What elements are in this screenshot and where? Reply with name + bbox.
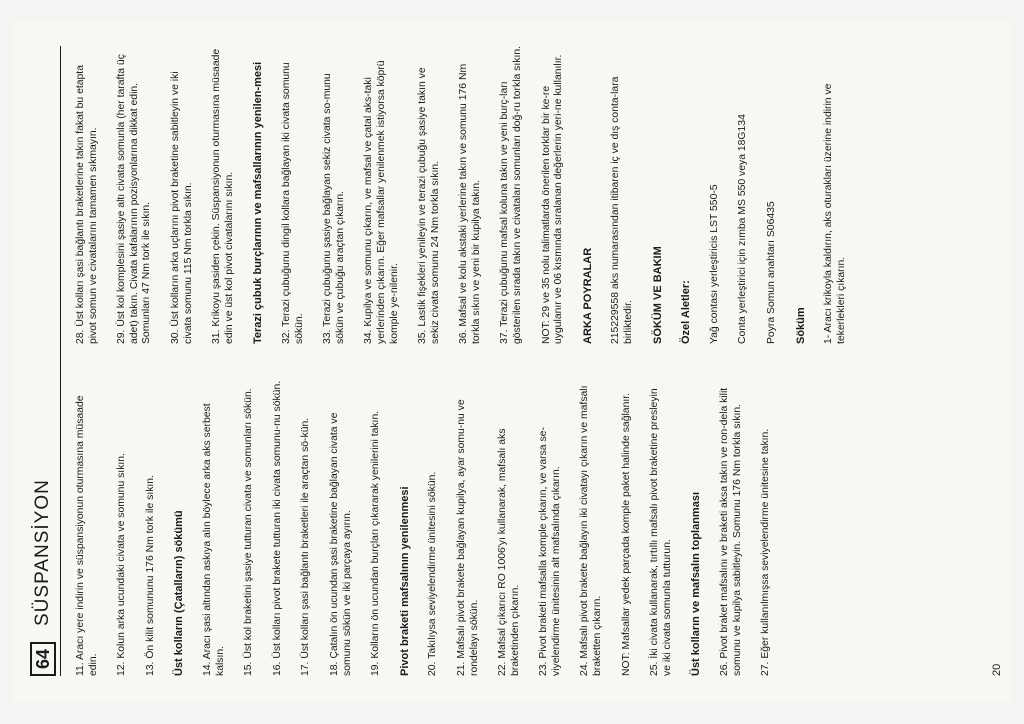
instruction-item: 14. Aracı şasi altından askıya alın böylece arka aks serbest kalsın. — [201, 403, 226, 676]
instruction-item: 13. Ön kilit somununu 176 Nm tork ile sıkın. — [144, 475, 156, 676]
instruction-item: 32. Terazi çubuğunu dingil kollara bağlayan iki civata somunu sökün. — [280, 62, 305, 344]
section-heading: Üst kolların (Çatalların) sökümü — [173, 510, 186, 676]
instruction-item: Conta yerleştirici için zımba MS 550 veya 18G134 — [737, 114, 749, 344]
instruction-item: 24. Mafsalı pivot brakete bağlayın iki civatayı çıkarın ve mafsalı braketten çıkarın. — [579, 385, 604, 676]
section-heading: Söküm — [794, 307, 807, 344]
page-header — [30, 46, 56, 676]
section-heading: Pivot braketi mafsalının yenilenmesi — [398, 486, 411, 676]
instruction-item: 17. Üst kolları şasi bağlantı braketleri ile araçtan sö-kün. — [300, 417, 312, 676]
section-heading: Terazi çubuk burçlarının ve mafsallarının yenilen-mesi — [252, 61, 265, 344]
instruction-item: 25. İki civata kullanarak, tırtıllı mafsalı pivot braketine presleyin ve iki civata somunla tutturun. — [649, 388, 673, 676]
instruction-item: 35. Lastik fişekleri yenileyin ve terazi çubuğu şasiye takın ve sekiz civata somunu 24 Nm torkla sıkın. — [417, 67, 441, 344]
instruction-item: 18. Çatalın ön ucundan şasi braketine bağlayan civata ve somunu sökün ve iki parçaya ayırın. — [328, 412, 353, 676]
note-paragraph: NOT: 29 ve 35 nolu talimatlarda önerilen torklar bir ke-re uygulanır ve 06 kısmında sıralanan değerlerin yeri-ne kullanılır. — [540, 54, 565, 344]
instruction-item: 20. Takılıysa seviyelendirme ünitesini sökün. — [427, 471, 439, 676]
right-column — [75, 46, 864, 344]
instruction-item: 27. Eğer kullanılmışsa seviyelendirme ünitesine takın. — [760, 428, 772, 676]
instruction-item: Yağ contası yerleştiricis LST 550-5 — [708, 184, 720, 344]
instruction-item: 19. Kolların ön ucundan burçları çıkararak yenilerini takın. — [370, 410, 382, 676]
instruction-item: 26. Pivot braket mafsalını ve braketi aksa takın ve ron-dela kilit somunu ve kupilya sabitleyin. Somunu 176 Nm torkla sıkın. — [719, 387, 743, 676]
instruction-item: 30. Üst kolların arka uçlarını pivot braketine sabitleyin ve iki civata somunu 115 Nm torkla sıkın. — [169, 71, 194, 344]
instruction-item: 22. Mafsal çıkarıcı RO 1006'yı kullanarak, mafsalı aks braketinden çıkarın. — [497, 428, 521, 676]
section-heading: ARKA POYRALAR — [581, 247, 594, 344]
instruction-item: 16. Üst kolları pivot brakete tutturan iki civata somunu-nu sökün. — [271, 380, 283, 676]
instruction-item: 31. Krikoyu şasiden çekin. Süspansiyonun oturmasına müsaade edin ve üst kol pivot civatalarını sıkın. — [211, 48, 235, 344]
instruction-item: 1- Aracı krikoyla kaldırın, aks oturakları üzerine indirin ve tekerlekleri çıkarın. — [823, 83, 847, 344]
instruction-item: 28. Üst kolları şasi bağlantı braketlerine takın fakat bu etapta pivot somun ve civatalarını tamamen sıkmayın. — [75, 65, 99, 344]
footer-page-marker: 20 — [991, 663, 1004, 676]
page-number-box: 64 — [30, 642, 56, 676]
section-title: SÜSPANSİYON — [31, 479, 53, 626]
instruction-item: 215229558 aks numarasından itibaren iç ve dış conta-lara birliktedir. — [610, 76, 635, 344]
instruction-item: 23. Pivot braketi mafsalla komple çıkarın, ve varsa se-viyelendirme ünitesinin alt mafsalında çıkarın. — [538, 427, 562, 676]
note-paragraph: NOT: Mafsallar yedek parçada komple paket halinde sağlanır. — [620, 392, 632, 676]
section-heading: Özel Aletler: — [680, 280, 693, 344]
section-heading: SÖKÜM VE BAKIM — [651, 246, 664, 344]
section-heading: Üst kolların ve mafsalın toplanması — [690, 491, 703, 676]
manual-page — [12, 22, 1012, 702]
instruction-item: 21. Mafsalı pivot brakete bağlayan kupilya, ayar somu-nu ve rondelayı sökün. — [455, 399, 480, 676]
instruction-item: 12. Kolun arka ucundaki civata ve somunu sıkın. — [116, 453, 128, 676]
text-columns — [75, 46, 864, 676]
instruction-item: 15. Üst kol braketini şasiye tutturan civata ve somunları sökün. — [243, 388, 255, 676]
left-column — [75, 378, 864, 676]
instruction-item: 29. Üst kol komplesini şasiye altı civata somunla (her tarafta üç adet) takın. Civata kafalarının pozisyonlarına dikkat edin. Somunları 47 Nm tork ile sıkın. — [116, 54, 153, 344]
instruction-item: 11. Aracı yere indirin ve süspansiyonun oturmasına müsaade edin. — [75, 395, 99, 676]
instruction-item: 37. Terazi çubuğunu mafsal koluna takın ve yeni burç-ları gösterilen sırada takın ve civataları somunları doğ-ru torkla sıkın. — [499, 45, 524, 344]
instruction-item: Poyra Somun anahtarı S06435 — [766, 201, 777, 344]
instruction-item: 33. Terazi çubuğunu şasiye bağlayan sekiz civata so-munu sökün ve çubuğu araçtan çıkarın. — [322, 73, 346, 344]
header-rule — [60, 46, 61, 676]
instruction-item: 36. Mafsal ve kolu akstaki yerlerine takın ve somunu 176 Nm torkla sıkın ve yeni bir kupilya takın. — [458, 63, 482, 344]
instruction-item: 34. Kupilya ve somunu çıkarın, ve mafsal ve çatal aks-taki yerlerinden çıkarın. Eğer mafsallar yenilenmek istiyorsa köprü komple ye-nilenir. — [363, 60, 400, 344]
